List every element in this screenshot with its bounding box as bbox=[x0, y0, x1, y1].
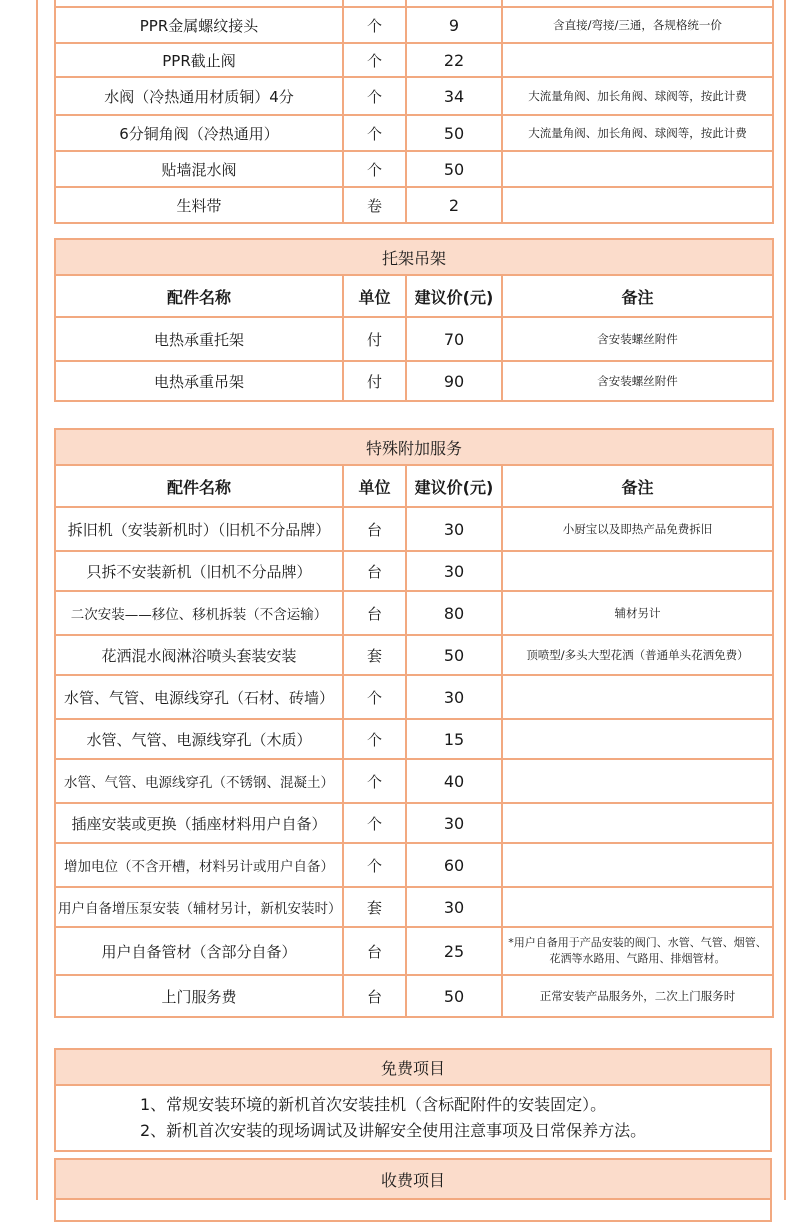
item-unit: 台 bbox=[343, 551, 406, 591]
item-price: 50 bbox=[406, 975, 502, 1017]
item-price: 60 bbox=[406, 843, 502, 887]
col-header-unit: 单位 bbox=[343, 275, 406, 317]
table-row bbox=[55, 77, 773, 115]
item-price: 50 bbox=[406, 151, 502, 187]
item-price: 22 bbox=[406, 43, 502, 77]
table-row bbox=[55, 927, 773, 975]
item-remark: 大流量角阀、加长角阀、球阀等，按此计费 bbox=[502, 77, 773, 115]
table-row bbox=[55, 507, 773, 551]
table-row bbox=[55, 887, 773, 927]
item-name: 电热承重托架 bbox=[55, 317, 343, 361]
item-unit: 付 bbox=[343, 361, 406, 401]
item-name: 二次安装——移位、移机拆装（不含运输） bbox=[55, 591, 343, 635]
table-row bbox=[55, 591, 773, 635]
free-item-line: 2、新机首次安装的现场调试及讲解安全使用注意事项及日常保养方法。 bbox=[140, 1121, 647, 1140]
table-row bbox=[55, 635, 773, 675]
item-price: 30 bbox=[406, 551, 502, 591]
item-remark: 小厨宝以及即热产品免费拆旧 bbox=[502, 507, 773, 551]
fittings-table bbox=[54, 0, 772, 224]
table-row bbox=[55, 675, 773, 719]
item-price: 90 bbox=[406, 361, 502, 401]
item-remark bbox=[502, 675, 773, 719]
item-unit: 个 bbox=[343, 759, 406, 803]
item-remark: 含安装螺丝附件 bbox=[502, 317, 773, 361]
table-row bbox=[55, 975, 773, 1017]
item-name: 水管、气管、电源线穿孔（石材、砖墙） bbox=[55, 675, 343, 719]
table-row bbox=[55, 43, 773, 77]
item-name: 花洒混水阀淋浴喷头套装安装 bbox=[55, 635, 343, 675]
item-price: 50 bbox=[406, 635, 502, 675]
item-price: 34 bbox=[406, 77, 502, 115]
table-row bbox=[55, 115, 773, 151]
free-items-box bbox=[54, 1048, 772, 1152]
item-name: 拆旧机（安装新机时）（旧机不分品牌） bbox=[55, 507, 343, 551]
item-unit: 个 bbox=[343, 843, 406, 887]
item-price: 70 bbox=[406, 317, 502, 361]
table-row bbox=[55, 187, 773, 223]
table-row bbox=[55, 551, 773, 591]
item-price: 30 bbox=[406, 803, 502, 843]
item-unit: 台 bbox=[343, 927, 406, 975]
item-remark bbox=[502, 43, 773, 77]
header-row bbox=[55, 275, 773, 317]
item-remark bbox=[502, 803, 773, 843]
item-name: 水管、气管、电源线穿孔（木质） bbox=[55, 719, 343, 759]
special-services-table bbox=[54, 428, 772, 1018]
item-remark bbox=[502, 759, 773, 803]
item-unit: 付 bbox=[343, 317, 406, 361]
table-row bbox=[55, 151, 773, 187]
item-price: 15 bbox=[406, 719, 502, 759]
item-remark bbox=[502, 843, 773, 887]
brackets-table bbox=[54, 238, 772, 402]
item-unit: 个 bbox=[343, 7, 406, 43]
table-row bbox=[55, 317, 773, 361]
free-items-content bbox=[55, 1085, 771, 1151]
item-name: 6分铜角阀（冷热通用） bbox=[55, 115, 343, 151]
item-remark bbox=[502, 719, 773, 759]
item-name: 电热承重吊架 bbox=[55, 361, 343, 401]
item-remark bbox=[502, 187, 773, 223]
item-price: 40 bbox=[406, 759, 502, 803]
item-remark: 大流量角阀、加长角阀、球阀等，按此计费 bbox=[502, 115, 773, 151]
col-header-name: 配件名称 bbox=[55, 275, 343, 317]
item-unit: 个 bbox=[343, 151, 406, 187]
col-header-remark: 备注 bbox=[502, 275, 773, 317]
paid-items-title: 收费项目 bbox=[55, 1159, 771, 1199]
free-item-line: 1、常规安装环境的新机首次安装挂机（含标配附件的安装固定）。 bbox=[140, 1095, 607, 1114]
item-price: 25 bbox=[406, 927, 502, 975]
item-name: 只拆不安装新机（旧机不分品牌） bbox=[55, 551, 343, 591]
col-header-remark: 备注 bbox=[502, 465, 773, 507]
col-header-name: 配件名称 bbox=[55, 465, 343, 507]
item-unit: 卷 bbox=[343, 187, 406, 223]
item-name: 上门服务费 bbox=[55, 975, 343, 1017]
item-price: 30 bbox=[406, 887, 502, 927]
item-name: PPR金属螺纹接头 bbox=[55, 7, 343, 43]
item-remark: 辅材另计 bbox=[502, 591, 773, 635]
item-unit: 套 bbox=[343, 887, 406, 927]
brackets-title: 托架吊架 bbox=[55, 239, 773, 275]
item-price: 80 bbox=[406, 591, 502, 635]
item-name: 水阀（冷热通用材质铜）4分 bbox=[55, 77, 343, 115]
page-border-left bbox=[36, 0, 38, 1200]
item-unit: 个 bbox=[343, 77, 406, 115]
item-name: 用户自备管材（含部分自备） bbox=[55, 927, 343, 975]
item-name: PPR截止阀 bbox=[55, 43, 343, 77]
item-remark bbox=[502, 887, 773, 927]
item-unit: 个 bbox=[343, 675, 406, 719]
free-items-title: 免费项目 bbox=[55, 1049, 771, 1085]
table-row bbox=[55, 719, 773, 759]
item-name: 生料带 bbox=[55, 187, 343, 223]
item-unit: 台 bbox=[343, 975, 406, 1017]
item-remark: 含直接/弯接/三通，各规格统一价 bbox=[502, 7, 773, 43]
item-remark: 含安装螺丝附件 bbox=[502, 361, 773, 401]
item-unit: 个 bbox=[343, 803, 406, 843]
item-unit: 个 bbox=[343, 43, 406, 77]
item-name: 插座安装或更换（插座材料用户自备） bbox=[55, 803, 343, 843]
header-row bbox=[55, 465, 773, 507]
item-remark: *用户自备用于产品安装的阀门、水管、气管、烟管、花洒等水路用、气路用、排烟管材。 bbox=[502, 927, 773, 975]
item-unit: 台 bbox=[343, 507, 406, 551]
special-title: 特殊附加服务 bbox=[55, 429, 773, 465]
item-price: 9 bbox=[406, 7, 502, 43]
item-remark: 正常安装产品服务外，二次上门服务时 bbox=[502, 975, 773, 1017]
item-price: 2 bbox=[406, 187, 502, 223]
item-remark bbox=[502, 551, 773, 591]
item-name: 贴墙混水阀 bbox=[55, 151, 343, 187]
table-row bbox=[55, 759, 773, 803]
item-name: 增加电位（不含开槽，材料另计或用户自备） bbox=[55, 843, 343, 887]
table-row bbox=[55, 843, 773, 887]
item-name: 用户自备增压泵安装（辅材另计，新机安装时） bbox=[55, 887, 343, 927]
table-row bbox=[55, 0, 773, 7]
table-row bbox=[55, 803, 773, 843]
table-row bbox=[55, 7, 773, 43]
table-row bbox=[55, 361, 773, 401]
item-unit: 台 bbox=[343, 591, 406, 635]
page-border-right bbox=[784, 0, 786, 1200]
item-price: 30 bbox=[406, 675, 502, 719]
paid-items-box bbox=[54, 1158, 772, 1222]
item-unit: 套 bbox=[343, 635, 406, 675]
item-unit: 个 bbox=[343, 719, 406, 759]
item-price: 30 bbox=[406, 507, 502, 551]
item-price: 50 bbox=[406, 115, 502, 151]
col-header-unit: 单位 bbox=[343, 465, 406, 507]
item-remark: 顶喷型/多头大型花洒（普通单头花洒免费） bbox=[502, 635, 773, 675]
item-remark bbox=[502, 151, 773, 187]
col-header-price: 建议价(元) bbox=[406, 465, 502, 507]
item-unit: 个 bbox=[343, 115, 406, 151]
col-header-price: 建议价(元) bbox=[406, 275, 502, 317]
item-name: 水管、气管、电源线穿孔（不锈钢、混凝土） bbox=[55, 759, 343, 803]
